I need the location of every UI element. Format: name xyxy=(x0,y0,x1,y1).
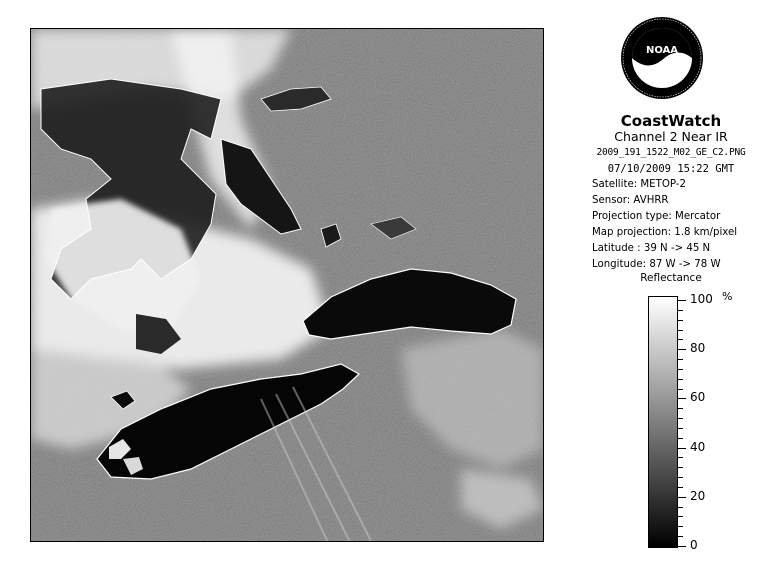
colorbar-major-tick xyxy=(678,349,686,350)
colorbar-minor-tick xyxy=(678,408,683,409)
colorbar-tick-label: 60 xyxy=(690,390,706,405)
sensor-label: Sensor: AVHRR xyxy=(592,195,669,206)
colorbar-major-tick xyxy=(678,448,686,449)
colorbar-minor-tick xyxy=(678,359,683,360)
colorbar-title: Reflectance xyxy=(640,272,702,284)
colorbar-unit: % xyxy=(722,290,733,303)
colorbar-tick-label: 80 xyxy=(690,341,706,356)
colorbar-major-tick xyxy=(678,497,686,498)
latitude-label: Latitude : 39 N -> 45 N xyxy=(592,243,711,254)
colorbar-minor-tick xyxy=(678,457,683,458)
colorbar-minor-tick xyxy=(678,339,683,340)
colorbar-minor-tick xyxy=(678,487,683,488)
colorbar-minor-tick xyxy=(678,477,683,478)
product-title: CoastWatch xyxy=(620,112,722,130)
file-name: 2009_191_1522_M02_GE_C2.PNG xyxy=(596,147,746,158)
colorbar-minor-tick xyxy=(678,526,683,527)
colorbar-major-tick xyxy=(678,300,686,301)
colorbar-minor-tick xyxy=(678,507,683,508)
reflectance-colorbar xyxy=(648,296,678,548)
colorbar-minor-tick xyxy=(678,418,683,419)
colorbar-major-tick xyxy=(678,546,686,547)
colorbar-minor-tick xyxy=(678,536,683,537)
noaa-logo xyxy=(620,16,704,100)
colorbar-minor-tick xyxy=(678,389,683,390)
colorbar-minor-tick xyxy=(678,369,683,370)
colorbar-minor-tick xyxy=(678,379,683,380)
colorbar-minor-tick xyxy=(678,516,683,517)
satellite-image xyxy=(30,28,544,542)
colorbar-minor-tick xyxy=(678,467,683,468)
colorbar-minor-tick xyxy=(678,330,683,331)
colorbar-minor-tick xyxy=(678,428,683,429)
projection-type-label: Projection type: Mercator xyxy=(592,211,721,222)
colorbar-minor-tick xyxy=(678,438,683,439)
acquisition-datetime: 07/10/2009 15:22 GMT xyxy=(607,163,735,175)
longitude-label: Longitude: 87 W -> 78 W xyxy=(592,259,721,270)
colorbar-tick-label: 100 xyxy=(690,292,713,306)
channel-subtitle: Channel 2 Near IR xyxy=(614,129,728,144)
colorbar-tick-label: 20 xyxy=(690,488,706,503)
colorbar-tick-label: 0 xyxy=(690,538,698,552)
colorbar-tick-label: 40 xyxy=(690,439,706,454)
colorbar-minor-tick xyxy=(678,320,683,321)
map-projection-label: Map projection: 1.8 km/pixel xyxy=(592,227,738,238)
info-panel xyxy=(560,0,782,572)
colorbar-minor-tick xyxy=(678,310,683,311)
colorbar-major-tick xyxy=(678,398,686,399)
map-canvas xyxy=(31,29,543,541)
noaa-logo-text: NOAA xyxy=(645,45,679,56)
satellite-label: Satellite: METOP-2 xyxy=(592,179,686,190)
